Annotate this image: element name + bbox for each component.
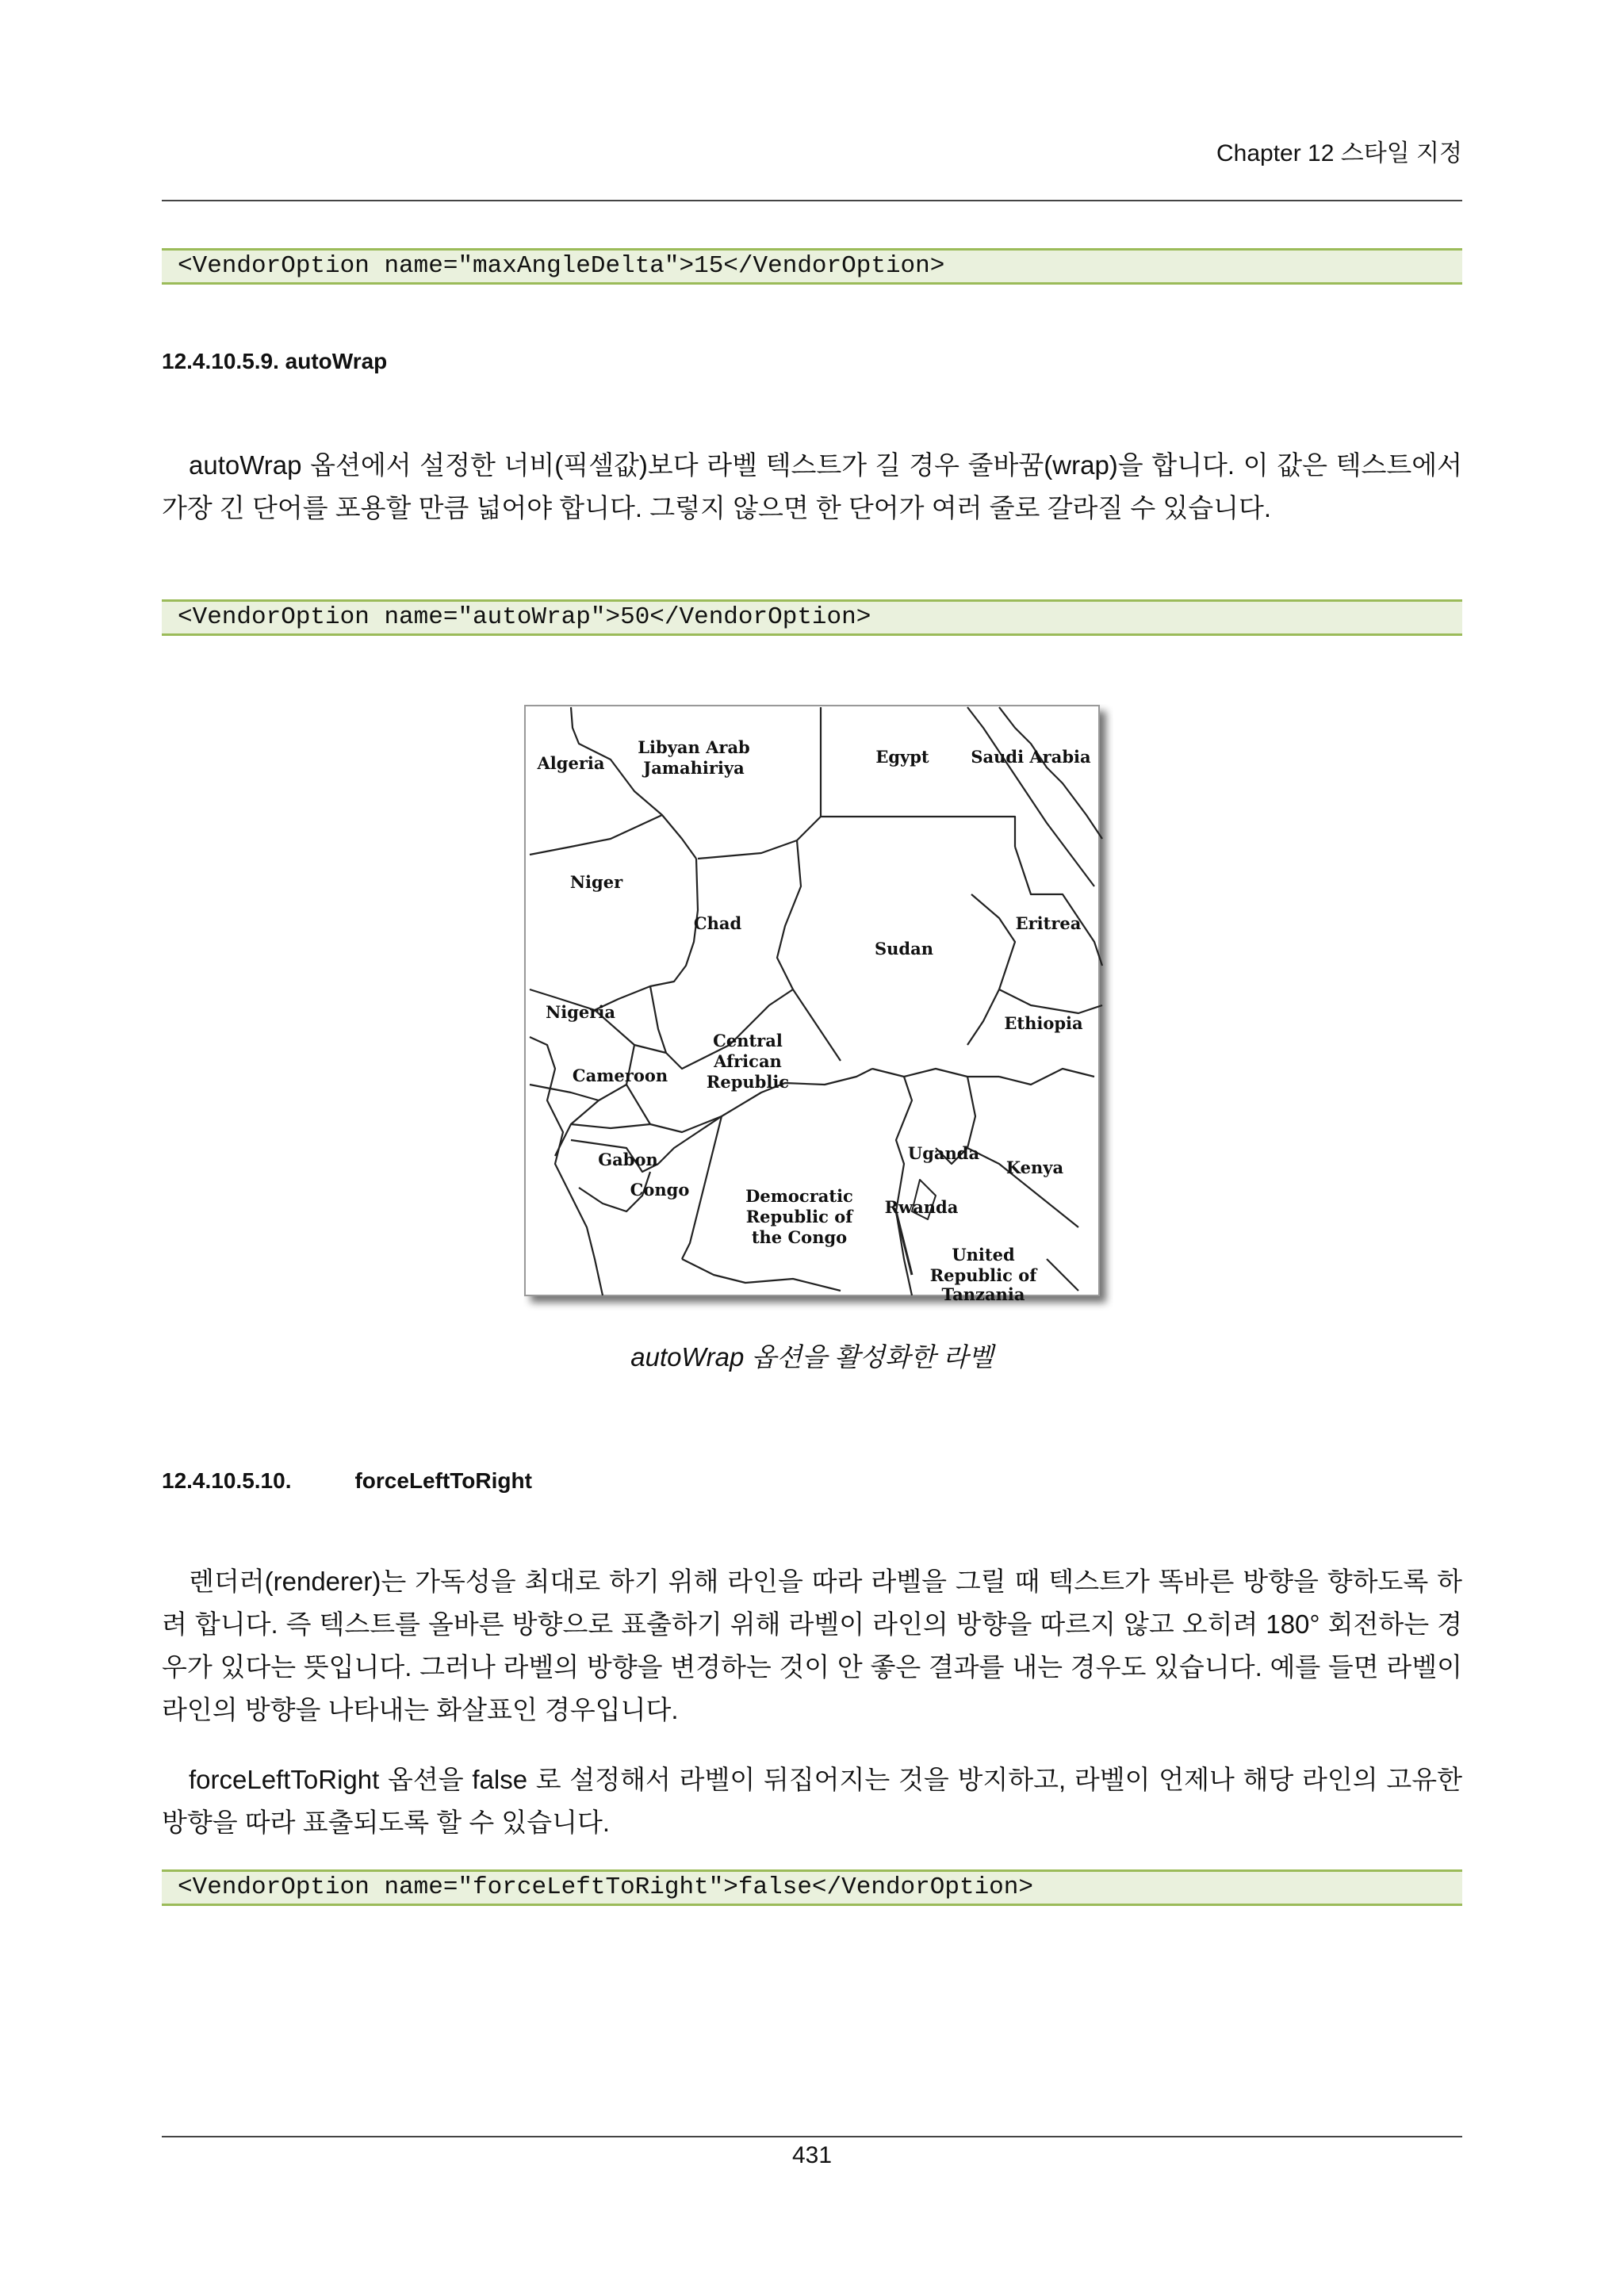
running-header: Chapter 12 스타일 지정: [1216, 140, 1462, 166]
section-number: 12.4.10.5.10.: [162, 1468, 292, 1493]
map-label-egypt: Egypt: [875, 747, 929, 767]
header-rule: [162, 200, 1462, 201]
africa-map-image: [523, 704, 1113, 1313]
map-label-tanzania-line3: Tanzania: [941, 1284, 1025, 1304]
code-text: <VendorOption name="forceLeftToRight">false</VendorOption>: [178, 1873, 1033, 1901]
map-label-ethiopia: Ethiopia: [1004, 1013, 1083, 1033]
code-block-maxangledelta: [162, 248, 1462, 285]
map-label-eritrea: Eritrea: [1015, 913, 1082, 933]
map-label-tanzania-line2: Republic of: [929, 1265, 1037, 1285]
map-label-libya-line1: Libyan Arab: [638, 737, 750, 757]
code-text: <VendorOption name="maxAngleDelta">15</VendorOption>: [178, 252, 945, 280]
map-label-uganda: Uganda: [907, 1143, 980, 1163]
map-label-chad: Chad: [693, 913, 742, 933]
map-label-car-line3: Republic: [706, 1072, 790, 1092]
page-number: 431: [791, 2142, 833, 2168]
code-block-autowrap: [162, 599, 1462, 636]
map-label-rwanda: Rwanda: [884, 1197, 959, 1217]
map-label-gabon: Gabon: [598, 1150, 658, 1169]
map-label-car-line1: Central: [713, 1031, 783, 1050]
map-label-congo: Congo: [630, 1180, 690, 1200]
map-label-kenya: Kenya: [1005, 1158, 1064, 1177]
map-figure: [523, 704, 1113, 1313]
map-label-nigeria: Nigeria: [546, 1002, 615, 1022]
map-label-saudi-arabia: Saudi Arabia: [971, 747, 1091, 767]
map-label-algeria: Algeria: [537, 753, 605, 773]
map-label-libya-line2: Jamahiriya: [643, 758, 745, 778]
paragraph-forcelefttoright-1: 렌더러(renderer)는 가독성을 최대로 하기 위해 라인을 따라 라벨을 그릴 때 텍스트가 똑바른 방향을 향하도록 하려 합니다. 즉 텍스트를 올바른 방향으로 표출하기 위해 라벨이 라인의 방향을 따르지 않고 오히려 180° 회전하는 경우가 있다는 뜻입니다. 그러나 라벨의 방향을 변경하는 것이 안 좋은 결과를 내는 경우도 있습니다. 예를 들면 라벨이 라인의 방향을 나타내는 화살표인 경우입니다.: [162, 1567, 1462, 1724]
map-label-niger: Niger: [569, 872, 623, 892]
figure-caption: autoWrap 옵션을 활성화한 라벨: [630, 1342, 994, 1372]
map-label-drc-line2: Republic of: [745, 1207, 853, 1226]
map-label-cameroon: Cameroon: [572, 1066, 668, 1085]
section-heading-autowrap: 12.4.10.5.9. autoWrap: [162, 349, 388, 373]
section-heading-forcelefttoright: [162, 1468, 532, 1494]
map-label-drc-line3: the Congo: [751, 1227, 848, 1247]
map-label-drc-line1: Democratic: [745, 1186, 853, 1206]
map-label-tanzania-line1: United: [952, 1245, 1015, 1265]
section-title: forceLeftToRight: [354, 1468, 532, 1493]
map-label-car-line2: African: [714, 1051, 782, 1071]
paragraph-forcelefttoright-2: forceLeftToRight 옵션을 false 로 설정해서 라벨이 뒤집어지는 것을 방지하고, 라벨이 언제나 해당 라인의 고유한 방향을 따라 표출되도록 할 수 있습니다.: [162, 1765, 1462, 1837]
code-text: <VendorOption name="autoWrap">50</VendorOption>: [178, 603, 871, 631]
paragraph-autowrap: autoWrap 옵션에서 설정한 너비(픽셀값)보다 라벨 텍스트가 길 경우 줄바꿈(wrap)을 합니다. 이 값은 텍스트에서 가장 긴 단어를 포용할 만큼 넓어야 합니다. 그렇지 않으면 한 단어가 여러 줄로 갈라질 수 있습니다.: [162, 450, 1462, 522]
code-block-forcelefttoright: [162, 1869, 1462, 1906]
map-label-sudan: Sudan: [875, 939, 933, 959]
footer-rule: [162, 2136, 1462, 2137]
